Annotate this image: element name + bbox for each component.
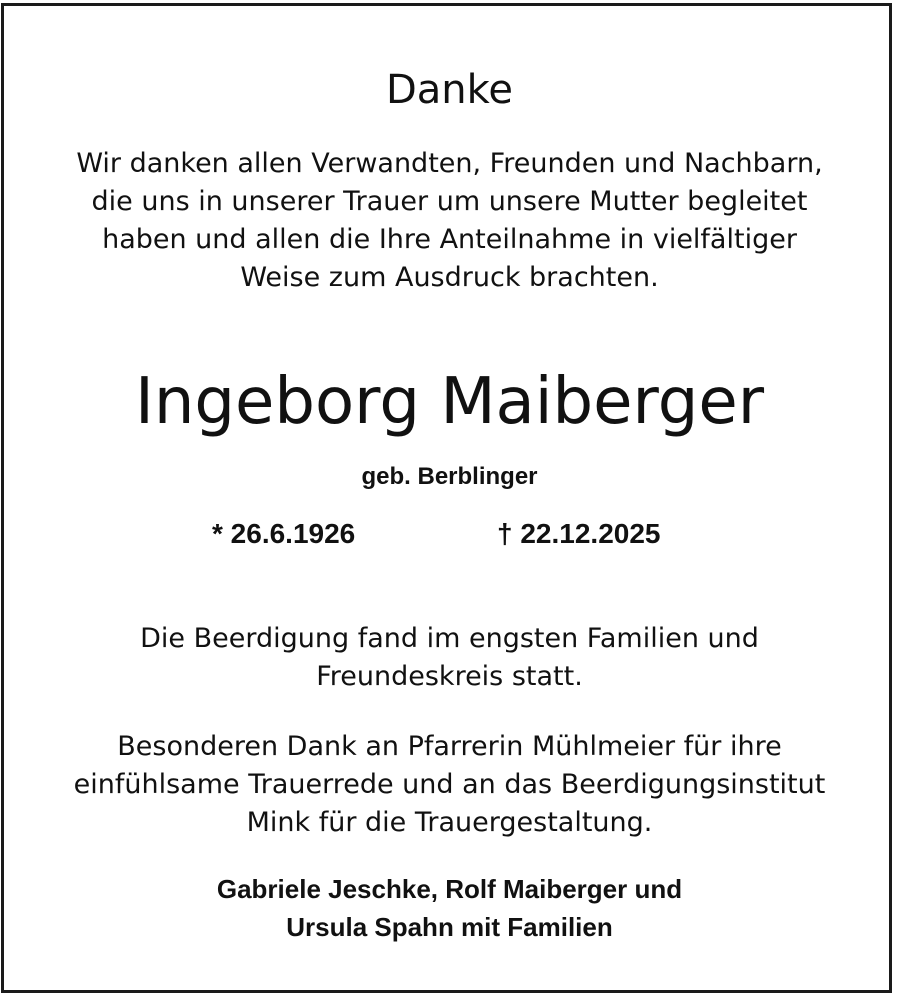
special-thanks-line: Mink für die Trauergestaltung. [246, 807, 653, 838]
birth-date: * 26.6.1926 [212, 518, 356, 549]
thanks-paragraph [0, 145, 899, 297]
signers-line: Ursula Spahn mit Familien [286, 912, 613, 942]
signers [0, 870, 899, 946]
funeral-line: Die Beerdigung fand im engsten Familien und [140, 623, 759, 654]
funeral-paragraph [0, 620, 899, 696]
funeral-line: Freundeskreis statt. [316, 661, 583, 692]
deceased-name: Ingeborg Maiberger [134, 365, 765, 439]
maiden-name: geb. Berblinger [361, 463, 538, 490]
life-dates [0, 514, 899, 554]
thanks-line: haben und allen die Ihre Anteilnahme in vielfältiger [102, 224, 797, 255]
thanks-line: Weise zum Ausdruck brachten. [240, 262, 659, 293]
heading: Danke [385, 67, 513, 113]
special-thanks-paragraph [0, 728, 899, 842]
death-date: † 22.12.2025 [497, 518, 661, 549]
thanks-line: Wir danken allen Verwandten, Freunden und Nachbarn, [76, 148, 823, 179]
signers-line: Gabriele Jeschke, Rolf Maiberger und [216, 874, 683, 904]
thanks-line: die uns in unserer Trauer um unsere Mutter begleitet [91, 186, 808, 217]
special-thanks-line: einfühlsame Trauerrede und an das Beerdigungsinstitut [73, 769, 826, 800]
special-thanks-line: Besonderen Dank an Pfarrerin Mühlmeier für ihre [117, 731, 782, 762]
